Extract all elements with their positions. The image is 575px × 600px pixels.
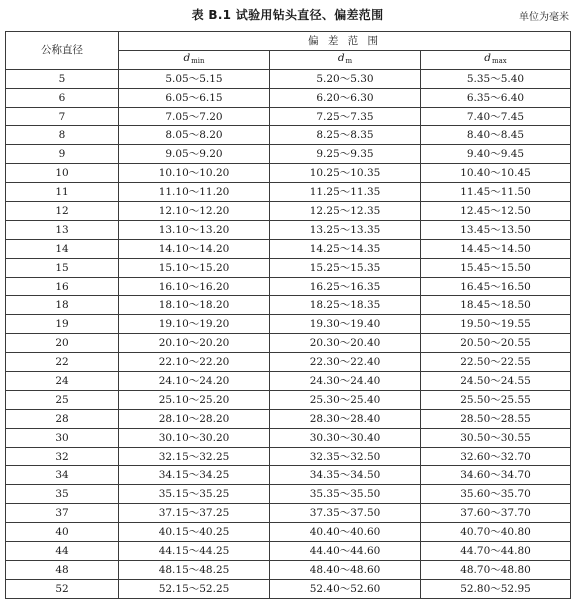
nominal-diameter-cell: 8 bbox=[6, 126, 119, 145]
dmin-cell: 40.15～40.25 bbox=[119, 523, 270, 542]
table-row bbox=[6, 88, 571, 107]
table-title: 表 B.1 试验用钻头直径、偏差范围 bbox=[191, 8, 384, 22]
dm-cell: 11.25～11.35 bbox=[270, 183, 421, 202]
dmax-cell: 11.45～11.50 bbox=[421, 183, 571, 202]
nominal-diameter-cell: 14 bbox=[6, 239, 119, 258]
nominal-diameter-cell: 40 bbox=[6, 523, 119, 542]
table-row bbox=[6, 202, 571, 221]
dmax-cell: 37.60～37.70 bbox=[421, 504, 571, 523]
nominal-diameter-cell: 7 bbox=[6, 107, 119, 126]
table-row bbox=[6, 296, 571, 315]
nominal-diameter-cell: 13 bbox=[6, 220, 119, 239]
nominal-diameter-cell: 44 bbox=[6, 542, 119, 561]
dm-cell: 14.25～14.35 bbox=[270, 239, 421, 258]
dmax-cell: 35.60～35.70 bbox=[421, 485, 571, 504]
dm-cell: 48.40～48.60 bbox=[270, 560, 421, 579]
dmax-cell: 22.50～22.55 bbox=[421, 353, 571, 372]
unit-note: 单位为毫米 bbox=[519, 12, 569, 23]
table-row bbox=[6, 258, 571, 277]
dmin-cell: 18.10～18.20 bbox=[119, 296, 270, 315]
dm-cell: 10.25～10.35 bbox=[270, 164, 421, 183]
table-row bbox=[6, 466, 571, 485]
dm-cell: 19.30～19.40 bbox=[270, 315, 421, 334]
nominal-diameter-cell: 5 bbox=[6, 69, 119, 88]
dmin-cell: 28.10～28.20 bbox=[119, 409, 270, 428]
nominal-diameter-cell: 16 bbox=[6, 277, 119, 296]
dmin-cell: 24.10～24.20 bbox=[119, 372, 270, 391]
dm-cell: 32.35～32.50 bbox=[270, 447, 421, 466]
dmin-cell: 12.10～12.20 bbox=[119, 202, 270, 221]
table-row bbox=[6, 428, 571, 447]
table-row bbox=[6, 334, 571, 353]
dmin-cell: 52.15～52.25 bbox=[119, 579, 270, 598]
dm-cell: 25.30～25.40 bbox=[270, 390, 421, 409]
dmin-header: $d_{min}$ bbox=[119, 50, 270, 69]
dm-cell: 13.25～13.35 bbox=[270, 220, 421, 239]
nominal-diameter-cell: 30 bbox=[6, 428, 119, 447]
dmax-cell: 48.70～48.80 bbox=[421, 560, 571, 579]
dmax-cell: 7.40～7.45 bbox=[421, 107, 571, 126]
dm-cell: 28.30～28.40 bbox=[270, 409, 421, 428]
table-row bbox=[6, 390, 571, 409]
dmin-cell: 37.15～37.25 bbox=[119, 504, 270, 523]
dm-cell: 18.25～18.35 bbox=[270, 296, 421, 315]
dmax-cell: 52.80～52.95 bbox=[421, 579, 571, 598]
dmax-header: $d_{max}$ bbox=[421, 50, 571, 69]
nominal-diameter-cell: 20 bbox=[6, 334, 119, 353]
dmax-cell: 9.40～9.45 bbox=[421, 145, 571, 164]
dmax-cell: 24.50～24.55 bbox=[421, 372, 571, 391]
table-row bbox=[6, 107, 571, 126]
dm-cell: 15.25～15.35 bbox=[270, 258, 421, 277]
table-row bbox=[6, 220, 571, 239]
dmax-cell: 30.50～30.55 bbox=[421, 428, 571, 447]
dmax-cell: 8.40～8.45 bbox=[421, 126, 571, 145]
dm-cell: 5.20～5.30 bbox=[270, 69, 421, 88]
dm-cell: 52.40～52.60 bbox=[270, 579, 421, 598]
dmax-cell: 19.50～19.55 bbox=[421, 315, 571, 334]
nominal-diameter-cell: 18 bbox=[6, 296, 119, 315]
nominal-diameter-cell: 22 bbox=[6, 353, 119, 372]
dmin-cell: 10.10～10.20 bbox=[119, 164, 270, 183]
dmin-cell: 32.15～32.25 bbox=[119, 447, 270, 466]
dmax-cell: 16.45～16.50 bbox=[421, 277, 571, 296]
dm-cell: 6.20～6.30 bbox=[270, 88, 421, 107]
nominal-diameter-cell: 24 bbox=[6, 372, 119, 391]
nominal-diameter-cell: 34 bbox=[6, 466, 119, 485]
drill-diameter-table bbox=[5, 31, 571, 599]
dm-header: $d_m$ bbox=[270, 50, 421, 69]
dmax-cell: 34.60～34.70 bbox=[421, 466, 571, 485]
table-row bbox=[6, 542, 571, 561]
dmin-cell: 11.10～11.20 bbox=[119, 183, 270, 202]
dmin-cell: 14.10～14.20 bbox=[119, 239, 270, 258]
dmax-cell: 32.60～32.70 bbox=[421, 447, 571, 466]
dmax-cell: 25.50～25.55 bbox=[421, 390, 571, 409]
dmin-cell: 30.10～30.20 bbox=[119, 428, 270, 447]
nominal-diameter-cell: 25 bbox=[6, 390, 119, 409]
dmin-cell: 8.05～8.20 bbox=[119, 126, 270, 145]
dmin-cell: 25.10～25.20 bbox=[119, 390, 270, 409]
table-row bbox=[6, 69, 571, 88]
table-row bbox=[6, 372, 571, 391]
table-row bbox=[6, 485, 571, 504]
dm-cell: 37.35～37.50 bbox=[270, 504, 421, 523]
dmin-cell: 6.05～6.15 bbox=[119, 88, 270, 107]
table-row bbox=[6, 126, 571, 145]
dmax-cell: 44.70～44.80 bbox=[421, 542, 571, 561]
dmax-cell: 10.40～10.45 bbox=[421, 164, 571, 183]
table-row bbox=[6, 239, 571, 258]
dmin-cell: 34.15～34.25 bbox=[119, 466, 270, 485]
dmin-cell: 20.10～20.20 bbox=[119, 334, 270, 353]
table-row bbox=[6, 277, 571, 296]
dm-cell: 40.40～40.60 bbox=[270, 523, 421, 542]
table-row bbox=[6, 560, 571, 579]
dmin-cell: 22.10～22.20 bbox=[119, 353, 270, 372]
header-row-1 bbox=[6, 32, 571, 51]
nominal-diameter-cell: 37 bbox=[6, 504, 119, 523]
dmax-cell: 12.45～12.50 bbox=[421, 202, 571, 221]
table-row bbox=[6, 164, 571, 183]
dmin-cell: 16.10～16.20 bbox=[119, 277, 270, 296]
nominal-diameter-cell: 6 bbox=[6, 88, 119, 107]
dmax-cell: 20.50～20.55 bbox=[421, 334, 571, 353]
dm-cell: 7.25～7.35 bbox=[270, 107, 421, 126]
dm-cell: 20.30～20.40 bbox=[270, 334, 421, 353]
dm-cell: 8.25～8.35 bbox=[270, 126, 421, 145]
nominal-diameter-header: 公称直径 bbox=[6, 32, 119, 70]
dmax-cell: 14.45～14.50 bbox=[421, 239, 571, 258]
dmin-cell: 44.15～44.25 bbox=[119, 542, 270, 561]
dm-cell: 16.25～16.35 bbox=[270, 277, 421, 296]
dm-cell: 44.40～44.60 bbox=[270, 542, 421, 561]
nominal-diameter-cell: 32 bbox=[6, 447, 119, 466]
dmin-cell: 13.10～13.20 bbox=[119, 220, 270, 239]
dm-cell: 35.35～35.50 bbox=[270, 485, 421, 504]
table-row bbox=[6, 447, 571, 466]
dm-cell: 12.25～12.35 bbox=[270, 202, 421, 221]
nominal-diameter-cell: 15 bbox=[6, 258, 119, 277]
table-row bbox=[6, 145, 571, 164]
deviation-range-header: 偏 差 范 围 bbox=[119, 32, 571, 51]
dmax-cell: 40.70～40.80 bbox=[421, 523, 571, 542]
dmax-cell: 6.35～6.40 bbox=[421, 88, 571, 107]
nominal-diameter-cell: 48 bbox=[6, 560, 119, 579]
table-row bbox=[6, 409, 571, 428]
dm-cell: 22.30～22.40 bbox=[270, 353, 421, 372]
dmin-cell: 19.10～19.20 bbox=[119, 315, 270, 334]
table-row bbox=[6, 523, 571, 542]
nominal-diameter-cell: 52 bbox=[6, 579, 119, 598]
dmin-cell: 48.15～48.25 bbox=[119, 560, 270, 579]
dm-cell: 24.30～24.40 bbox=[270, 372, 421, 391]
dmax-cell: 15.45～15.50 bbox=[421, 258, 571, 277]
nominal-diameter-cell: 35 bbox=[6, 485, 119, 504]
nominal-diameter-cell: 28 bbox=[6, 409, 119, 428]
dm-cell: 34.35～34.50 bbox=[270, 466, 421, 485]
dmin-cell: 9.05～9.20 bbox=[119, 145, 270, 164]
nominal-diameter-cell: 12 bbox=[6, 202, 119, 221]
dmin-cell: 5.05～5.15 bbox=[119, 69, 270, 88]
table-row bbox=[6, 315, 571, 334]
table-row bbox=[6, 504, 571, 523]
dmin-cell: 7.05～7.20 bbox=[119, 107, 270, 126]
table-row bbox=[6, 183, 571, 202]
dmax-cell: 28.50～28.55 bbox=[421, 409, 571, 428]
dmax-cell: 13.45～13.50 bbox=[421, 220, 571, 239]
dmin-cell: 15.10～15.20 bbox=[119, 258, 270, 277]
nominal-diameter-cell: 11 bbox=[6, 183, 119, 202]
table-body bbox=[6, 69, 571, 598]
nominal-diameter-cell: 9 bbox=[6, 145, 119, 164]
table-row bbox=[6, 579, 571, 598]
dm-cell: 30.30～30.40 bbox=[270, 428, 421, 447]
nominal-diameter-cell: 19 bbox=[6, 315, 119, 334]
table-row bbox=[6, 353, 571, 372]
dmax-cell: 5.35～5.40 bbox=[421, 69, 571, 88]
dm-cell: 9.25～9.35 bbox=[270, 145, 421, 164]
dmin-cell: 35.15～35.25 bbox=[119, 485, 270, 504]
dmax-cell: 18.45～18.50 bbox=[421, 296, 571, 315]
nominal-diameter-cell: 10 bbox=[6, 164, 119, 183]
